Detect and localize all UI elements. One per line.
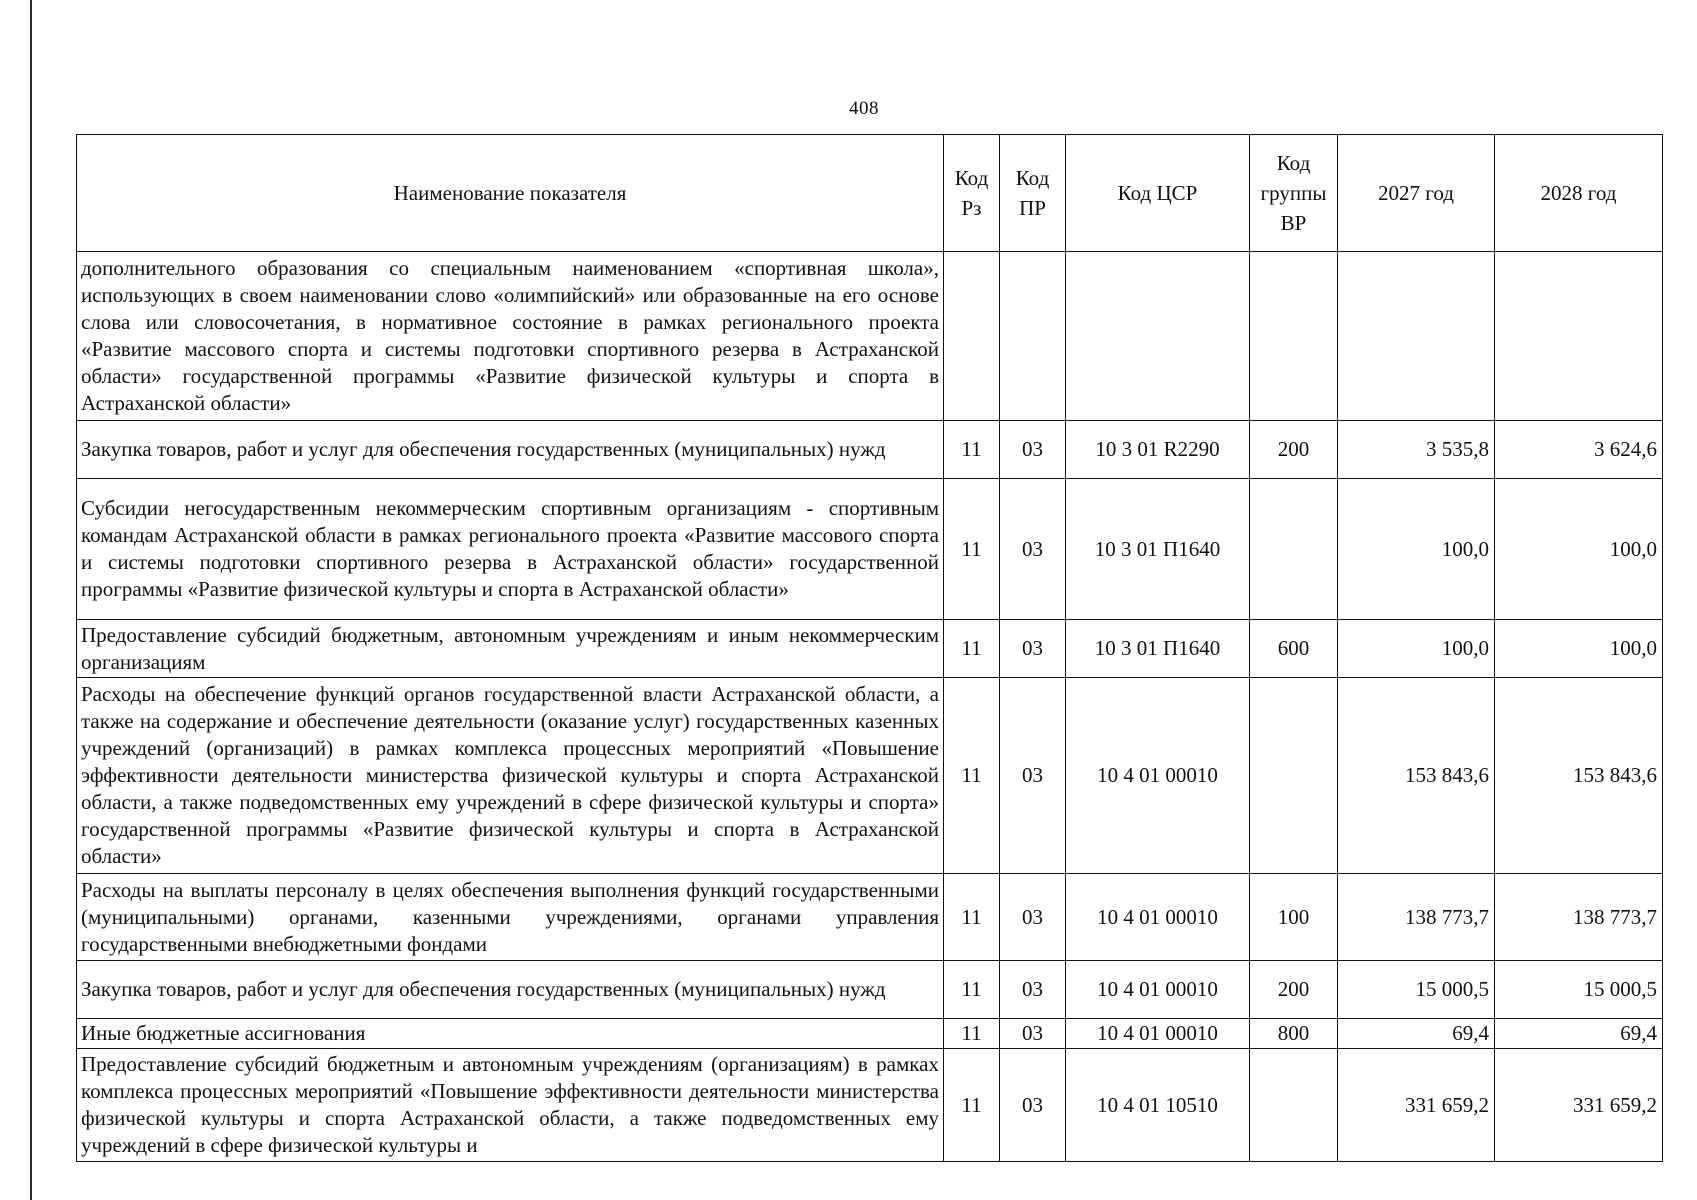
cell-pr: 03 xyxy=(1000,479,1066,620)
cell-csr: 10 3 01 П1640 xyxy=(1066,479,1250,620)
cell-name: Закупка товаров, работ и услуг для обеспечения государственных (муниципальных) нужд xyxy=(77,961,944,1019)
table-row xyxy=(77,252,1663,421)
cell-csr: 10 4 01 00010 xyxy=(1066,678,1250,874)
cell-2028: 153 843,6 xyxy=(1495,678,1663,874)
cell-rz: 11 xyxy=(944,678,1000,874)
header-row xyxy=(77,135,1663,252)
cell-csr: 10 4 01 00010 xyxy=(1066,961,1250,1019)
table-row xyxy=(77,1049,1663,1162)
cell-rz: 11 xyxy=(944,479,1000,620)
cell-name: Субсидии негосударственным некоммерческим спортивным организациям - спортивным командам Астраханской области в рамках регионального проекта «Развитие массового спорта и системы подготовки спортивного резерва в Астраханской области» государственной программы «Развитие физической культуры и спорта в Астраханской области» xyxy=(77,479,944,620)
cell-name: Предоставление субсидий бюджетным, автономным учреждениям и иным некоммерческим организациям xyxy=(77,620,944,678)
table-row xyxy=(77,961,1663,1019)
cell-csr: 10 4 01 10510 xyxy=(1066,1049,1250,1162)
header-csr: Код ЦСР xyxy=(1066,135,1250,252)
cell-2028: 138 773,7 xyxy=(1495,874,1663,961)
cell-vr xyxy=(1250,678,1338,874)
cell-name: Закупка товаров, работ и услуг для обеспечения государственных (муниципальных) нужд xyxy=(77,421,944,479)
cell-vr: 200 xyxy=(1250,961,1338,1019)
cell-rz: 11 xyxy=(944,1019,1000,1049)
cell-vr: 600 xyxy=(1250,620,1338,678)
page-number: 408 xyxy=(849,98,879,119)
cell-csr: 10 4 01 00010 xyxy=(1066,874,1250,961)
cell-vr xyxy=(1250,1049,1338,1162)
table-row xyxy=(77,421,1663,479)
cell-vr: 800 xyxy=(1250,1019,1338,1049)
cell-rz: 11 xyxy=(944,421,1000,479)
cell-rz xyxy=(944,252,1000,421)
cell-csr: 10 3 01 R2290 xyxy=(1066,421,1250,479)
cell-pr: 03 xyxy=(1000,961,1066,1019)
cell-2027: 3 535,8 xyxy=(1338,421,1495,479)
table-row xyxy=(77,874,1663,961)
cell-2027: 138 773,7 xyxy=(1338,874,1495,961)
cell-name: Расходы на обеспечение функций органов государственной власти Астраханской области, а также на содержание и обеспечение деятельности (оказание услуг) государственных казенных учреждений (организаций) в рамках комплекса процессных мероприятий «Повышение эффективности деятельности министерства физической культуры и спорта Астраханской области, а также подведомственных ему учреждений в сфере физической культуры и спорта» государственной программы «Развитие физической культуры и спорта в Астраханской области» xyxy=(77,678,944,874)
cell-csr xyxy=(1066,252,1250,421)
table-row xyxy=(77,1019,1663,1049)
cell-name: Предоставление субсидий бюджетным и автономным учреждениям (организациям) в рамках комплекса процессных мероприятий «Повышение эффективности деятельности министерства физической культуры и спорта Астраханской области, а также подведомственных ему учреждений в сфере физической культуры и xyxy=(77,1049,944,1162)
header-pr: Код ПР xyxy=(1000,135,1066,252)
cell-pr: 03 xyxy=(1000,620,1066,678)
cell-2027 xyxy=(1338,252,1495,421)
cell-2027: 100,0 xyxy=(1338,620,1495,678)
table-row xyxy=(77,678,1663,874)
header-name: Наименование показателя xyxy=(77,135,944,252)
cell-2027: 153 843,6 xyxy=(1338,678,1495,874)
cell-2027: 100,0 xyxy=(1338,479,1495,620)
cell-2028: 69,4 xyxy=(1495,1019,1663,1049)
header-2027: 2027 год xyxy=(1338,135,1495,252)
cell-name: дополнительного образования со специальным наименованием «спортивная школа», использующих в своем наименовании слово «олимпийский» или образованные на его основе слова или словосочетания, в нормативное состояние в рамках регионального проекта «Развитие массового спорта и системы подготовки спортивного резерва в Астраханской области» государственной программы «Развитие физической культуры и спорта в Астраханской области» xyxy=(77,252,944,421)
cell-vr: 100 xyxy=(1250,874,1338,961)
cell-rz: 11 xyxy=(944,620,1000,678)
table-row xyxy=(77,479,1663,620)
cell-name: Расходы на выплаты персоналу в целях обеспечения выполнения функций государственными (муниципальными) органами, казенными учреждениями, органами управления государственными внебюджетными фондами xyxy=(77,874,944,961)
header-rz: Код Рз xyxy=(944,135,1000,252)
margin-line xyxy=(30,0,32,1200)
cell-vr xyxy=(1250,252,1338,421)
cell-csr: 10 3 01 П1640 xyxy=(1066,620,1250,678)
cell-2028: 100,0 xyxy=(1495,620,1663,678)
cell-2027: 331 659,2 xyxy=(1338,1049,1495,1162)
cell-2028 xyxy=(1495,252,1663,421)
cell-2027: 15 000,5 xyxy=(1338,961,1495,1019)
cell-2028: 100,0 xyxy=(1495,479,1663,620)
cell-pr: 03 xyxy=(1000,874,1066,961)
cell-pr xyxy=(1000,252,1066,421)
cell-2028: 331 659,2 xyxy=(1495,1049,1663,1162)
header-vr: Код группы ВР xyxy=(1250,135,1338,252)
cell-name: Иные бюджетные ассигнования xyxy=(77,1019,944,1049)
table-row xyxy=(77,620,1663,678)
cell-rz: 11 xyxy=(944,874,1000,961)
cell-rz: 11 xyxy=(944,1049,1000,1162)
cell-2027: 69,4 xyxy=(1338,1019,1495,1049)
cell-pr: 03 xyxy=(1000,421,1066,479)
cell-pr: 03 xyxy=(1000,1019,1066,1049)
budget-table xyxy=(76,134,1663,1162)
cell-vr: 200 xyxy=(1250,421,1338,479)
cell-vr xyxy=(1250,479,1338,620)
cell-pr: 03 xyxy=(1000,1049,1066,1162)
cell-2028: 3 624,6 xyxy=(1495,421,1663,479)
header-2028: 2028 год xyxy=(1495,135,1663,252)
cell-rz: 11 xyxy=(944,961,1000,1019)
cell-csr: 10 4 01 00010 xyxy=(1066,1019,1250,1049)
cell-2028: 15 000,5 xyxy=(1495,961,1663,1019)
cell-pr: 03 xyxy=(1000,678,1066,874)
